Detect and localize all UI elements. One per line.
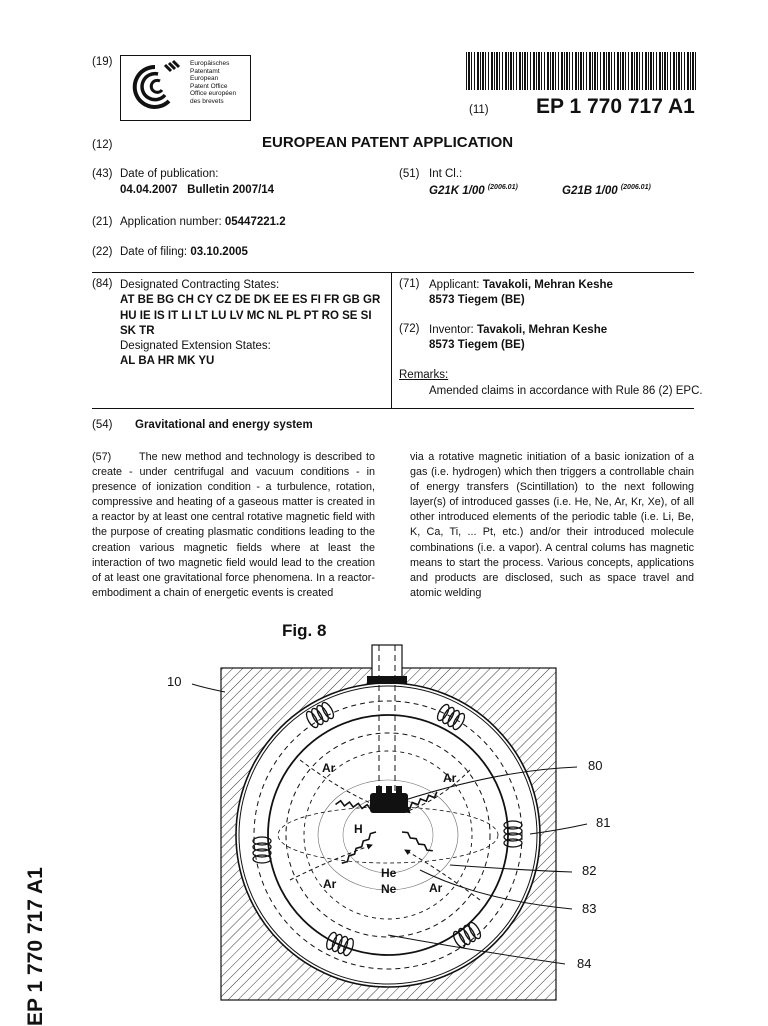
- states-line: HU IE IS IT LI LT LU LV MC NL PL PT RO SE SI: [120, 309, 372, 322]
- divider-bottom: [92, 408, 694, 409]
- epo-logo-icon: [125, 57, 185, 119]
- reactor-figure: [150, 640, 610, 1005]
- inventor-name: Tavakoli, Mehran Keshe: [476, 324, 608, 336]
- filing-date-label: Date of filing:: [120, 246, 188, 258]
- inid-code-54: (54): [92, 419, 113, 431]
- states-line: AT BE BG CH CY CZ DE DK EE ES FI FR GB GR: [120, 294, 381, 307]
- ref-label-83: 83: [582, 901, 597, 916]
- inid-code-57: (57): [92, 451, 112, 463]
- filing-date: [120, 246, 248, 258]
- remarks-text: Amended claims in accordance with Rule 86 (2) EPC.: [429, 385, 703, 397]
- applicant-label: Applicant:: [429, 279, 480, 291]
- ref-label-10: 10: [167, 674, 182, 689]
- inventor: [429, 323, 607, 354]
- inid-code-12: (12): [92, 139, 113, 151]
- abstract-col-2: [410, 450, 694, 601]
- column-cap: [367, 676, 407, 684]
- gas-label-he: He: [381, 866, 397, 880]
- inid-code-21: (21): [92, 216, 113, 228]
- inid-code-19: (19): [92, 56, 113, 68]
- class-version: (2006.01): [620, 184, 651, 191]
- int-cl-class-1: [429, 184, 518, 197]
- extension-states-label: Designated Extension States:: [120, 340, 271, 353]
- inid-code-43: (43): [92, 168, 113, 180]
- ref-label-81: 81: [596, 815, 611, 830]
- filing-date-value: 03.10.2005: [190, 246, 248, 258]
- ref-label-82: 82: [582, 863, 597, 878]
- invention-title: Gravitational and energy system: [135, 419, 313, 431]
- gas-label-h: H: [354, 822, 363, 836]
- class-code: G21B 1/00: [562, 184, 618, 197]
- epo-logo: [120, 55, 251, 121]
- publication-number: EP 1 770 717 A1: [536, 95, 695, 118]
- inid-code-72: (72): [399, 323, 420, 335]
- figure-title: Fig. 8: [282, 621, 327, 640]
- inid-code-71: (71): [399, 278, 420, 290]
- remarks-label: Remarks:: [399, 369, 449, 381]
- publication-date-value: 04.04.2007 Bulletin 2007/14: [120, 184, 275, 196]
- office-line: Patent Office: [190, 82, 228, 90]
- inventor-address: 8573 Tiegem (BE): [429, 339, 525, 352]
- office-line: European: [190, 75, 219, 83]
- int-cl-class-2: [562, 184, 651, 197]
- application-number-value: 05447221.2: [224, 216, 286, 228]
- gas-label-ar: Ar: [323, 877, 337, 891]
- office-line: des brevets: [190, 97, 224, 105]
- publication-date-label: Date of publication:: [120, 168, 219, 180]
- document-type: EUROPEAN PATENT APPLICATION: [262, 134, 514, 151]
- applicant-address: 8573 Tiegem (BE): [429, 294, 525, 307]
- abstract-text-1: The new method and technology is described to create - under centrifugal and vacuum conditions - in presence of ionization condition - a turbulence, rotation, compressive and heating of a gaseous matter is created in a reactor by at least one central rotative magnetic field with the purpose of creating plasmatic conditions leading to the creation various magnetic fields where at least the interaction of two magnetic field would lead to the creation of at least one gravitational force phenomena. In a reactor-embodiment a chain of energetic events is created: [92, 451, 376, 599]
- side-publication-number: EP 1 770 717 A1: [24, 867, 47, 1026]
- inventor-label: Inventor:: [429, 324, 474, 336]
- int-cl-label: Int Cl.:: [429, 168, 463, 180]
- gas-label-ne: Ne: [381, 882, 397, 896]
- office-line: Patentamt: [190, 67, 220, 75]
- gas-label-ar: Ar: [322, 761, 336, 775]
- abstract-text-2: via a rotative magnetic initiation of a basic ionization of a gas (i.e. hydrogen) which then triggers a controllable chain of energy transfers (Scintillation) to the next following layer(s) of introduced gasses (i.e. He, Ne, Ar, Kr, Xe), of all other introduced elements of the periodic table (i.e. Li, Be, K, Ca, Ti, ... Pt, etc.) and/or their introduced molecule combinations (i.e. a vapor). A central colums has magnetic means to start the process. Various concepts, applications and products are disclosed, such as space travel and atomic welding: [410, 451, 694, 599]
- inid-code-11: (11): [469, 104, 489, 116]
- leader-line: [192, 684, 225, 692]
- designated-states-label: Designated Contracting States:: [120, 279, 280, 291]
- inid-code-51: (51): [399, 168, 420, 180]
- inid-code-84: (84): [92, 278, 113, 290]
- applicant: [429, 278, 613, 309]
- gas-label-ar: Ar: [429, 881, 443, 895]
- abstract-col-1: [92, 450, 375, 601]
- designated-states: [120, 278, 380, 370]
- extension-states: AL BA HR MK YU: [120, 355, 215, 368]
- gas-label-ar: Ar: [443, 771, 457, 785]
- barcode: [466, 52, 696, 90]
- ref-label-80: 80: [588, 758, 603, 773]
- ref-label-84: 84: [577, 956, 592, 971]
- applicant-name: Tavakoli, Mehran Keshe: [482, 279, 613, 291]
- divider-vertical: [391, 272, 392, 408]
- office-line: Europäisches: [190, 60, 230, 67]
- states-line: SK TR: [120, 324, 155, 337]
- class-version: (2006.01): [487, 184, 518, 191]
- inid-code-22: (22): [92, 246, 113, 258]
- application-number: [120, 216, 286, 228]
- class-code: G21K 1/00: [429, 184, 485, 197]
- office-names: [190, 60, 236, 106]
- office-line: Office européen: [190, 90, 237, 98]
- application-number-label: Application number:: [120, 216, 222, 228]
- divider-top: [92, 272, 694, 273]
